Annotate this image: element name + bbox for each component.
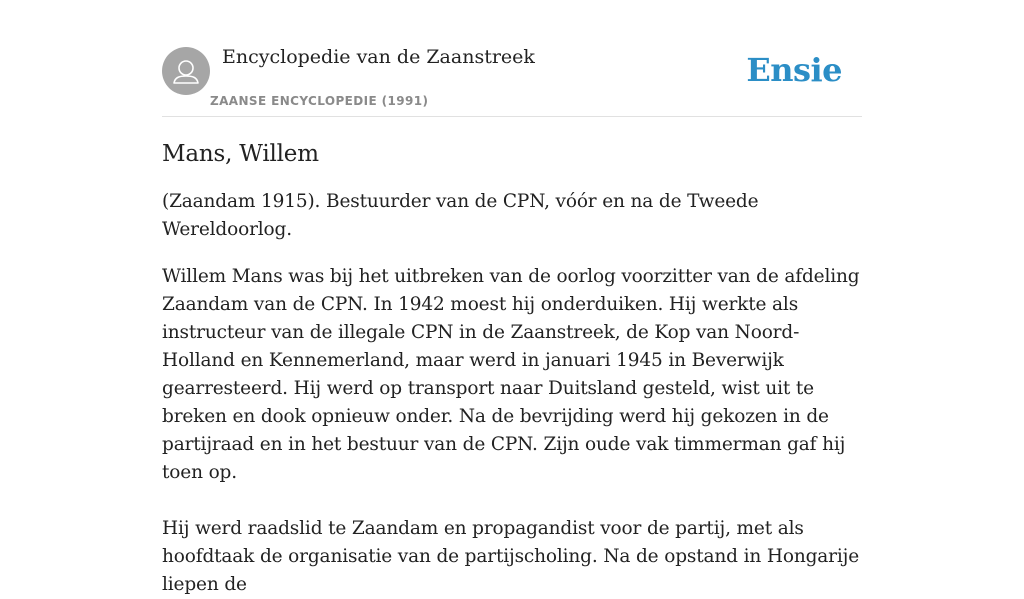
source-avatar[interactable] [162, 47, 210, 95]
user-placeholder-icon [162, 47, 210, 95]
ensie-logo[interactable]: Ensie [746, 51, 842, 89]
source-subtitle: ZAANSE ENCYCLOPEDIE (1991) [210, 94, 429, 108]
source-title[interactable]: Encyclopedie van de Zaanstreek [222, 46, 535, 68]
article-title: Mans, Willem [162, 141, 319, 167]
article-paragraph: Hij werd raadslid te Zaandam en propagandist voor de partij, met als hoofdtaak de organisatie van de partijscholing. Na de opstand in Hongarije liepen de [162, 518, 859, 595]
article-paragraph: Willem Mans was bij het uitbreken van de oorlog voorzitter van de afdeling Zaandam van de CPN. In 1942 moest hij onderduiken. Hij werkte als instructeur van de illegale CPN in de Zaanstreek, de Kop van Noord-Holland en Kennemerland, maar werd in januari 1945 in Beverwijk gearresteerd. Hij werd op transport naar Duitsland gesteld, wist uit te breken en dook opnieuw onder. Na de bevrijding werd hij gekozen in de partijraad en in het bestuur van de CPN. Zijn oude vak timmerman gaf hij toen op. [162, 266, 860, 483]
source-header [162, 44, 862, 117]
article-intro: (Zaandam 1915). Bestuurder van de CPN, vóór en na de Tweede Wereldoorlog. [162, 191, 759, 240]
article [162, 138, 862, 599]
